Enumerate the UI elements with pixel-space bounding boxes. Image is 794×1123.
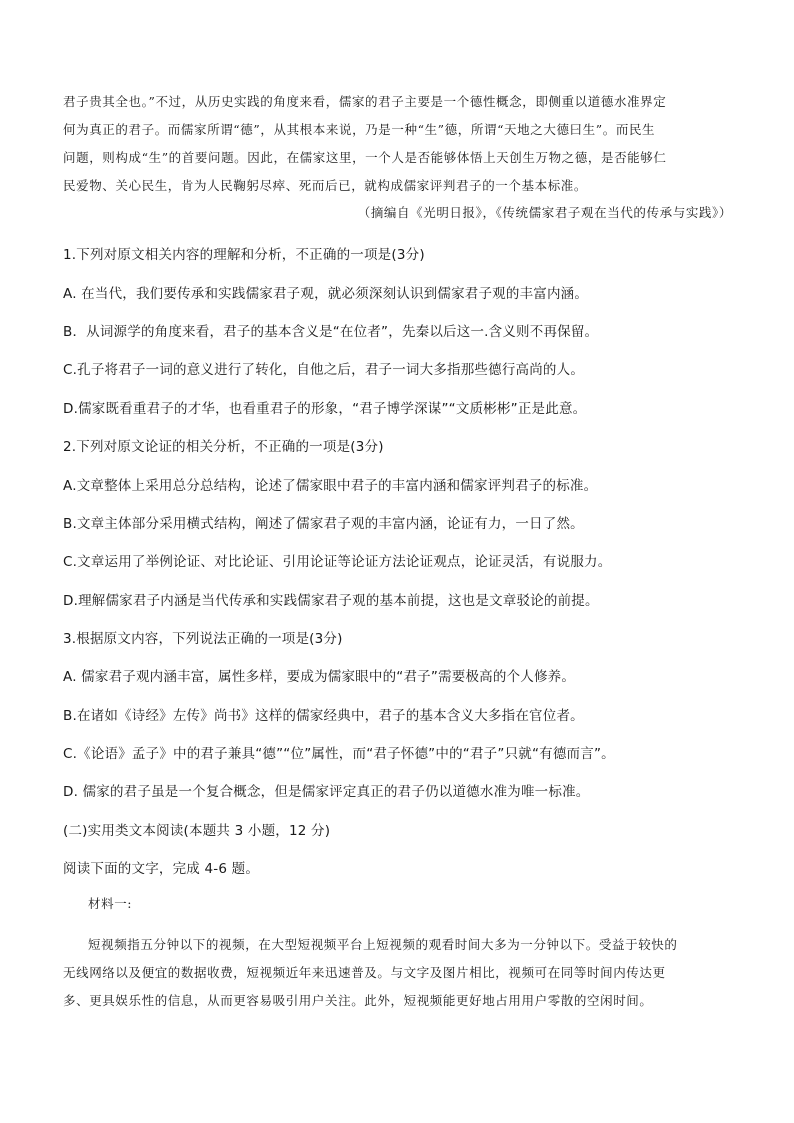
option-c: C.孔子将君子一词的意义进行了转化，自他之后，君子一词大多指那些德行高尚的人。 [63,362,585,378]
question-stem: 2.下列对原文论证的相关分析，不正确的一项是(3分) [63,439,384,455]
material-line: 多、更具娱乐性的信息，从而更容易吸引用户关注。此外，短视频能更好地占用用户零散的空闲时间。 [63,993,653,1008]
question-stem: 1.下列对原文相关内容的理解和分析，不正确的一项是(3分) [63,247,425,263]
material-line: 无线网络以及便宜的数据收费，短视频近年来迅速普及。与文字及图片相比，视频可在同等时间内传达更 [63,965,666,980]
option-b: B.文章主体部分采用横式结构，阐述了儒家君子观的丰富内涵，论证有力，一日了然。 [63,516,584,532]
option-d: D.儒家既看重君子的才华，也看重君子的形象，“君子博学深谋”“文质彬彬”正是此意。 [63,401,587,417]
passage-line: 君子贵其全也。”不过，从历史实践的角度来看，儒家的君子主要是一个德性概念，即侧重以道德水准界定 [63,94,667,109]
option-c: C.文章运用了举例论证、对比论证、引用论证等论证方法论证观点，论证灵活，有说服力。 [63,554,612,570]
option-d: D. 儒家的君子虽是一个复合概念，但是儒家评定真正的君子仍以道德水准为唯一标准。 [63,784,590,800]
material-label: 材料一: [88,896,133,911]
passage-line: 何为真正的君子。而儒家所谓“德”，从其根本来说，乃是一种“生”德，所谓“天地之大德曰生”。而民生 [63,122,656,137]
section-instruction: 阅读下面的文字，完成 4-6 题。 [63,861,260,877]
source-citation: （摘编自《光明日报》，《传统儒家君子观在当代的传承与实践》） [357,205,732,220]
option-d: D.理解儒家君子内涵是当代传承和实践儒家君子观的基本前提，这也是文章驳论的前提。 [63,593,599,609]
question-stem: 3.根据原文内容，下列说法正确的一项是(3分) [63,631,343,647]
option-a: A. 在当代，我们要传承和实践儒家君子观，就必须深刻认识到儒家君子观的丰富内涵。 [63,286,589,302]
option-a: A. 儒家君子观内涵丰富，属性多样，要成为儒家眼中的“君子”需要极高的个人修养。 [63,669,576,685]
passage-line: 问题，则构成“生”的首要问题。因此，在儒家这里，一个人是否能够体悟上天创生万物之德，是否能够仁 [63,150,667,165]
option-b: B．从词源学的角度来看，君子的基本含义是“在位者”，先秦以后这一.含义则不再保留。 [63,324,599,340]
option-a: A.文章整体上采用总分总结构，论述了儒家眼中君子的丰富内涵和儒家评判君子的标准。 [63,478,598,494]
option-b: B.在诸如《诗经》左传》尚书》这样的儒家经典中，君子的基本含义大多指在官位者。 [63,708,584,724]
passage-line: 民爱物、关心民生，肯为人民鞠躬尽瘁、死而后已，就构成儒家评判君子的一个基本标准。 [63,178,588,193]
material-line: 短视频指五分钟以下的视频，在大型短视频平台上短视频的观看时间大多为一分钟以下。受益于较快的 [88,937,678,952]
option-c: C.《论语》孟子》中的君子兼具“德”“位”属性，而“君子怀德”中的“君子”只就“有德而言”。 [63,746,615,762]
section-heading: (二)实用类文本阅读(本题共 3 小题，12 分) [63,823,331,839]
